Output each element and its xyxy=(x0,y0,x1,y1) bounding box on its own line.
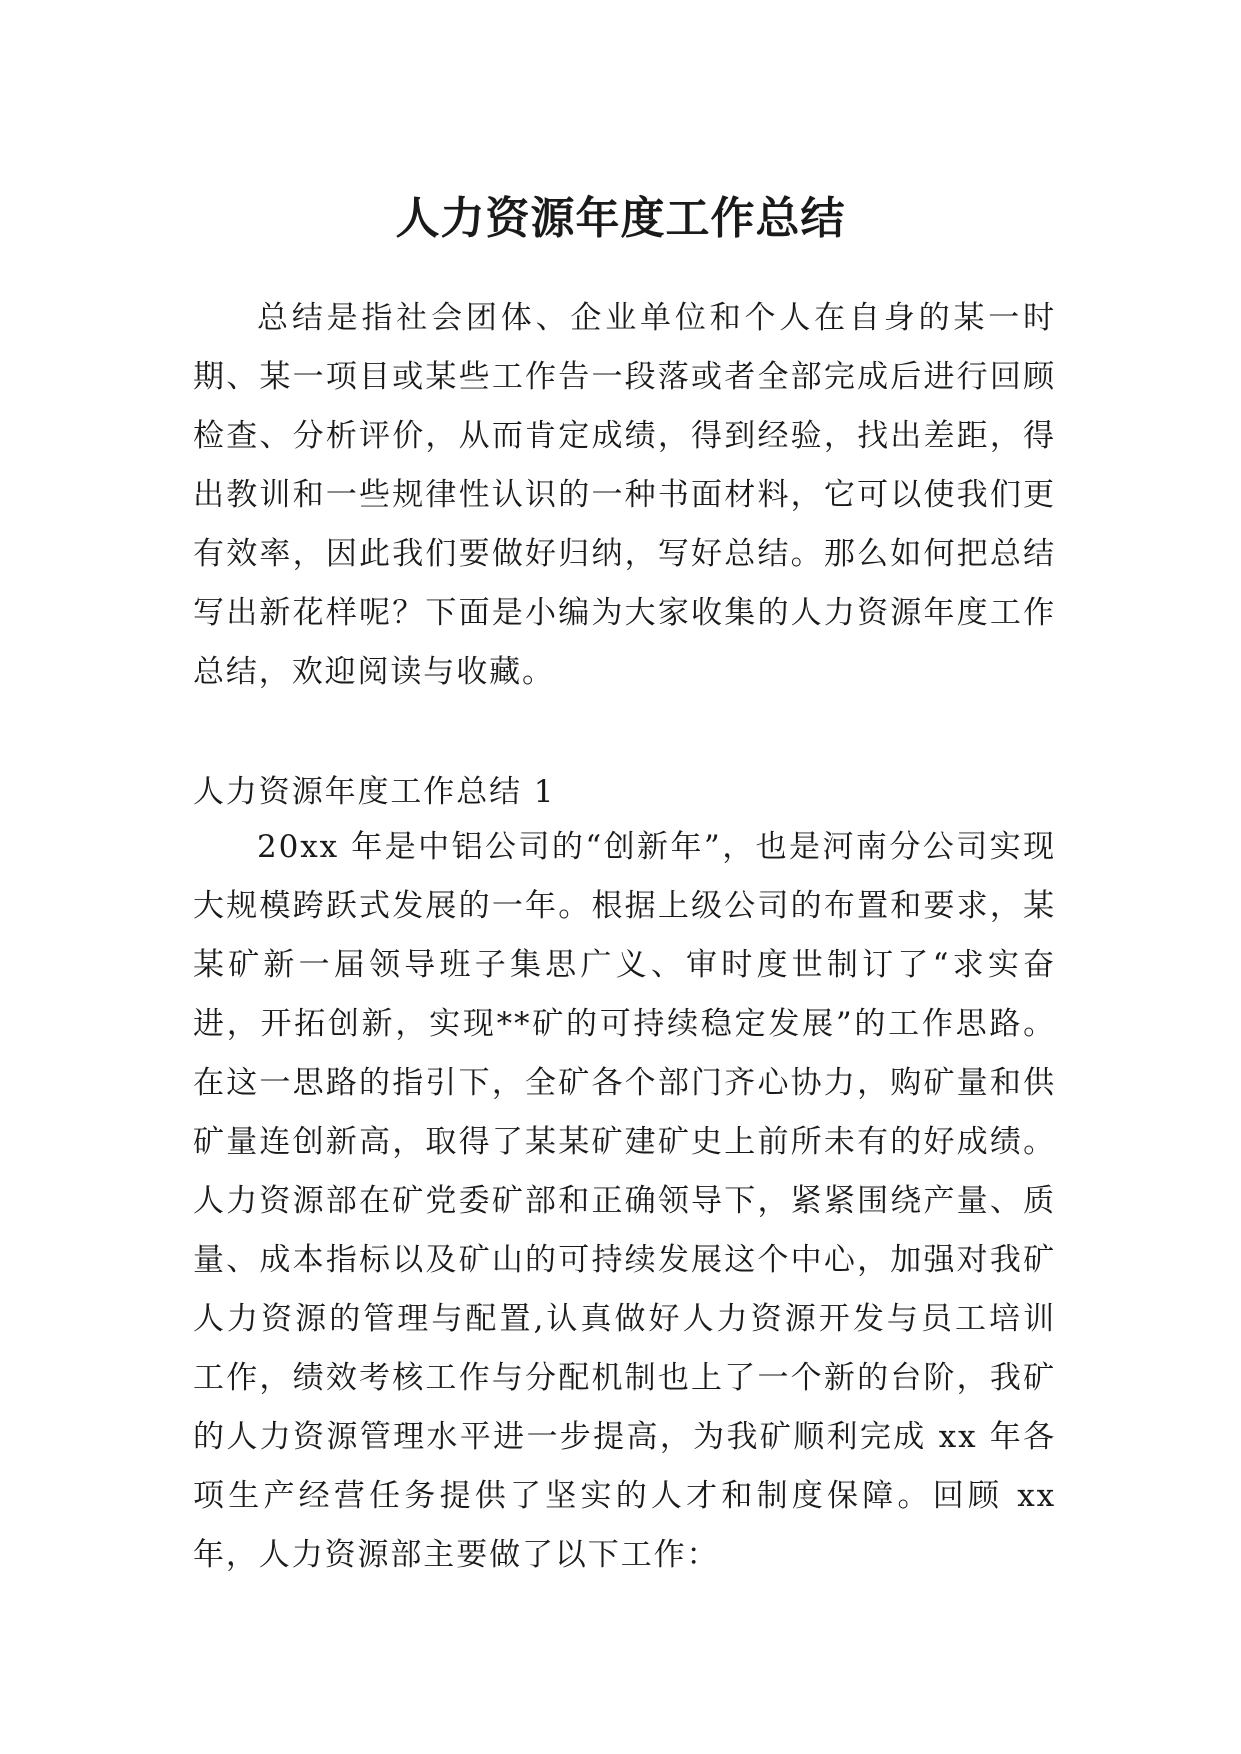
section-paragraph: 20xx 年是中铝公司的“创新年”，也是河南分公司实现大规模跨跃式发展的一年。根据上级公司的布置和要求，某某矿新一届领导班子集思广义、审时度世制订了“求实奋进，开拓创新，实现**矿的可持续稳定发展”的工作思路。在这一思路的指引下，全矿各个部门齐心协力，购矿量和供矿量连创新高，取得了某某矿建矿史上前所未有的好成绩。人力资源部在矿党委矿部和正确领导下，紧紧围绕产量、质量、成本指标以及矿山的可持续发展这个中心，加强对我矿人力资源的管理与配置,认真做好人力资源开发与员工培训工作，绩效考核工作与分配机制也上了一个新的台阶，我矿的人力资源管理水平进一步提高，为我矿顺利完成 xx 年各项生产经营任务提供了坚实的人才和制度保障。回顾 xx 年，人力资源部主要做了以下工作： xyxy=(193,829,1056,1573)
intro-paragraph: 总结是指社会团体、企业单位和个人在自身的某一时期、某一项目或某些工作告一段落或者全部完成后进行回顾检查、分析评价，从而肯定成绩，得到经验，找出差距，得出教训和一些规律性认识的一种书面材料，它可以使我们更有效率，因此我们要做好归纳，写好总结。那么如何把总结写出新花样呢？下面是小编为大家收集的人力资源年度工作总结，欢迎阅读与收藏。 xyxy=(193,300,1056,690)
document-title: 人力资源年度工作总结 xyxy=(395,193,846,245)
section-heading: 人力资源年度工作总结 1 xyxy=(193,774,556,810)
